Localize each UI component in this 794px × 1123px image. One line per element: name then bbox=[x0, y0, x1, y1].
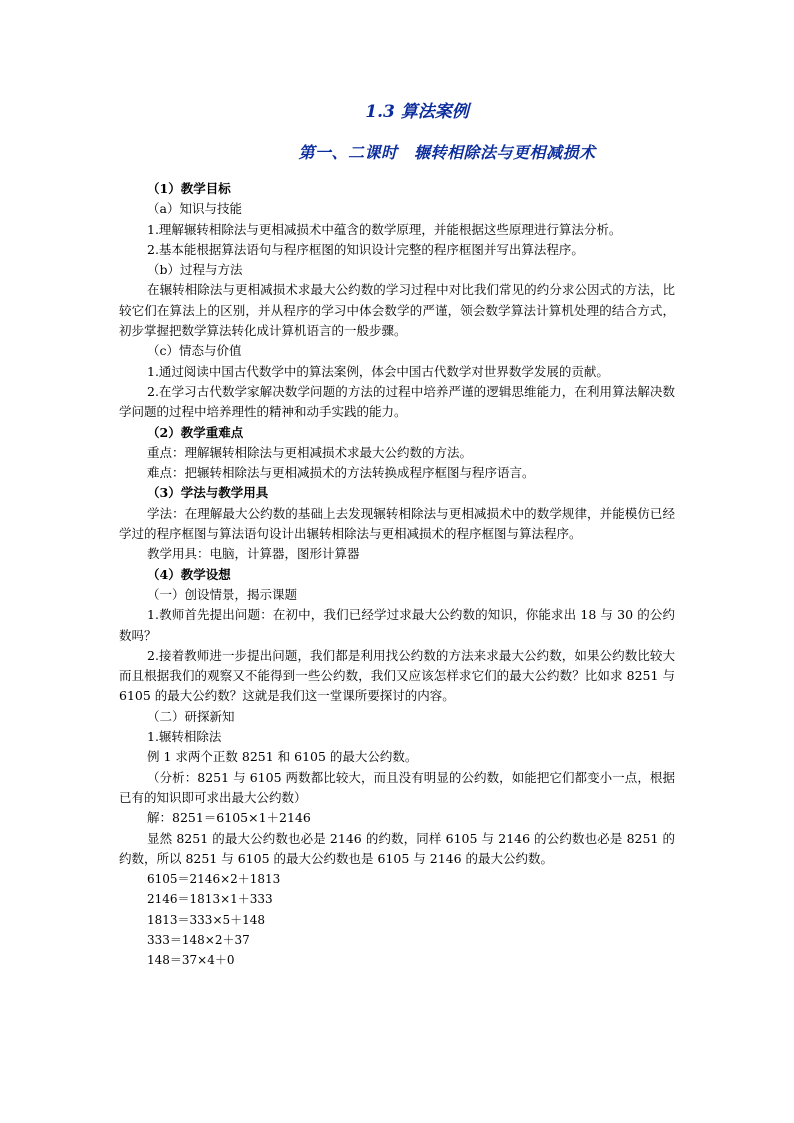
section-heading-teaching-plan: （4）教学设想 bbox=[147, 566, 231, 582]
subheading-euclidean-algorithm: 1.辗转相除法 bbox=[147, 729, 222, 745]
paragraph: 1.通过阅读中国古代数学中的算法案例，体会中国古代数学对世界数学发展的贡献。 bbox=[147, 363, 609, 379]
paragraph: 1.教师首先提出问题：在初中，我们已经学过求最大公约数的知识，你能求出 18 与 30 的公约数吗？ bbox=[119, 607, 675, 643]
paragraph: 显然 8251 的最大公约数也必是 2146 的约数，同样 6105 与 2146 的公约数也必是 8251 的约数，所以 8251 与 6105 的最大公约数也是 6105 与 2146 的最大公约数。 bbox=[119, 830, 675, 866]
paragraph: （分析：8251 与 6105 两数都比较大，而且没有明显的公约数，如能把它们都变小一点，根据已有的知识即可求出最大公约数） bbox=[119, 769, 675, 805]
paragraph: 在辗转相除法与更相减损术求最大公约数的学习过程中对比我们常见的约分求公因式的方法，比较它们在算法上的区别，并从程序的学习中体会数学的严谨，领会数学算法计算机处理的结合方式，初步掌握把数学算法转化成计算机语言的一般步骤。 bbox=[119, 282, 675, 339]
document-page bbox=[119, 100, 675, 971]
paragraph: 难点：把辗转相除法与更相减损术的方法转换成程序框图与程序语言。 bbox=[147, 465, 535, 481]
equation-line: 148＝37×4＋0 bbox=[147, 953, 235, 968]
paragraph: 2.在学习古代数学家解决数学问题的方法的过程中培养严谨的逻辑思维能力，在利用算法解决数学问题的过程中培养理性的精神和动手实践的能力。 bbox=[119, 383, 675, 420]
section-heading-objectives: （1）教学目标 bbox=[147, 181, 231, 196]
example-statement: 例 1 求两个正数 8251 和 6105 的最大公约数。 bbox=[147, 749, 418, 765]
equation-line: 2146＝1813×1＋333 bbox=[147, 892, 273, 907]
equation-line: 1813＝333×5＋148 bbox=[147, 912, 266, 927]
lesson-content bbox=[119, 179, 675, 971]
subheading-new-knowledge: （二）研探新知 bbox=[147, 708, 235, 724]
equation-line: 333＝148×2＋37 bbox=[147, 932, 250, 947]
paragraph: 学法：在理解最大公约数的基础上去发现辗转相除法与更相减损术中的数学规律，并能模仿已经学过的程序框图与算法语句设计出辗转相除法与更相减损术的程序框图与算法程序。 bbox=[119, 505, 675, 542]
section-heading-methods-tools: （3）学法与教学用具 bbox=[147, 485, 269, 501]
subheading-introduction: （一）创设情景，揭示课题 bbox=[147, 586, 298, 602]
lesson-subtitle: 第一、二课时 辗转相除法与更相减损术 bbox=[298, 143, 596, 162]
subheading-emotion-values: （c）情态与价值 bbox=[147, 343, 242, 359]
paragraph: 重点：理解辗转相除法与更相减损术求最大公约数的方法。 bbox=[147, 444, 473, 460]
solution-line: 解：8251＝6105×1＋2146 bbox=[147, 810, 311, 826]
paragraph: 2.接着教师进一步提出问题，我们都是利用找公约数的方法来求最大公约数，如果公约数比较大而且根据我们的观察又不能得到一些公约数，我们又应该怎样求它们的最大公约数？比如求 8251 与 6105 的最大公约数？这就是我们这一堂课所要探讨的内容。 bbox=[119, 647, 675, 704]
paragraph: 教学用具：电脑，计算器，图形计算器 bbox=[147, 546, 360, 562]
equation-line: 6105＝2146×2＋1813 bbox=[147, 872, 281, 887]
document-title: 1.3 算法案例 bbox=[365, 102, 469, 122]
section-heading-key-points: （2）教学重难点 bbox=[147, 424, 244, 440]
paragraph: 1.理解辗转相除法与更相减损术中蕴含的数学原理，并能根据这些原理进行算法分析。 bbox=[147, 221, 622, 237]
paragraph: 2.基本能根据算法语句与程序框图的知识设计完整的程序框图并写出算法程序。 bbox=[147, 241, 584, 257]
subheading-process-method: （b）过程与方法 bbox=[147, 262, 243, 278]
subheading-knowledge-skills: （a）知识与技能 bbox=[147, 201, 242, 217]
